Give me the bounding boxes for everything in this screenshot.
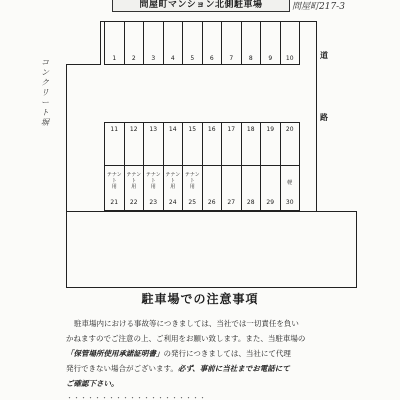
notes-line-4-text: 発行できない場合がございます。	[66, 364, 178, 373]
lot-left-edge	[66, 64, 67, 288]
road-label-2: 路	[320, 113, 328, 122]
parking-stall-15	[182, 122, 203, 166]
stall-number: 17	[227, 126, 236, 133]
parking-stall-2	[124, 21, 145, 65]
stall-number: 19	[266, 126, 275, 133]
lot-bottom-edge	[66, 287, 357, 288]
parking-stall-22	[124, 165, 145, 211]
parking-stall-14	[163, 122, 184, 166]
certificate-name: 「保管場所使用承諾証明書」	[66, 349, 164, 358]
notes-line-4	[66, 361, 356, 376]
stall-number: 2	[131, 55, 136, 62]
stall-number: 13	[149, 126, 158, 133]
stall-number: 4	[170, 55, 175, 62]
stall-tenant-label: テナント 用	[184, 172, 200, 190]
parking-stall-4	[163, 21, 184, 65]
handwritten-address: 問屋町217-3	[292, 2, 345, 12]
stall-number: 23	[149, 199, 158, 206]
parking-stall-18	[241, 122, 262, 166]
parking-stall-30	[280, 165, 301, 211]
parking-stall-28	[241, 165, 262, 211]
parking-stall-9	[260, 21, 281, 65]
stall-tenant-label: 軽	[287, 180, 293, 186]
parking-stall-12	[124, 122, 145, 166]
stall-number: 28	[246, 199, 255, 206]
notes-title: 駐車場での注意事項	[141, 292, 259, 306]
stall-number: 10	[285, 55, 294, 62]
stall-number: 14	[168, 126, 177, 133]
handwritten-side-note: コンクリート塀	[41, 58, 49, 127]
lot-inner-band-bottom	[66, 211, 357, 212]
stall-number: 9	[268, 55, 273, 62]
stall-number: 5	[190, 55, 195, 62]
parking-stall-17	[221, 122, 242, 166]
parking-stall-5	[182, 21, 203, 65]
parking-stall-24	[163, 165, 184, 211]
notes-line-1: 駐車場内における事故等につきましては、当社では一切責任を負い	[74, 319, 299, 328]
stall-number: 30	[285, 199, 294, 206]
stall-number: 21	[110, 199, 119, 206]
parking-stall-27	[221, 165, 242, 211]
lot-left-upper-edge	[100, 21, 101, 64]
stall-tenant-label: テナント 用	[106, 172, 122, 190]
stall-number: 1	[112, 55, 117, 62]
parking-stall-21	[104, 165, 125, 211]
lot-right-lower-edge	[356, 211, 357, 288]
parking-stall-25	[182, 165, 203, 211]
stall-number: 7	[229, 55, 234, 62]
parking-stall-20	[280, 122, 301, 166]
parking-stall-29	[260, 165, 281, 211]
parking-stall-11	[104, 122, 125, 166]
stall-number: 6	[209, 55, 214, 62]
stall-number: 25	[188, 199, 197, 206]
stall-number: 26	[207, 199, 216, 206]
stall-tenant-label: テナント 用	[145, 172, 161, 190]
stall-number: 24	[168, 199, 177, 206]
stall-number: 18	[246, 126, 255, 133]
notes-warning: 必ず、事前に当社までお電話にて	[177, 364, 290, 373]
parking-stall-16	[202, 122, 223, 166]
parking-stall-19	[260, 122, 281, 166]
stall-number: 12	[129, 126, 138, 133]
notes-line-3-text: の発行につきましては、当社にて代理	[163, 349, 291, 358]
stall-number: 16	[207, 126, 216, 133]
parking-stall-8	[241, 21, 262, 65]
road-label-1: 道	[320, 51, 328, 60]
lot-right-upper-edge	[316, 21, 317, 211]
stall-number: 8	[248, 55, 253, 62]
parking-stall-10	[280, 21, 301, 65]
stall-number: 11	[110, 126, 119, 133]
stall-number: 3	[151, 55, 156, 62]
parking-stall-3	[143, 21, 164, 65]
stall-number: 29	[266, 199, 275, 206]
lot-left-jog	[66, 64, 101, 65]
parking-stall-13	[143, 122, 164, 166]
parking-stall-26	[202, 165, 223, 211]
document-title: 問屋町マンション北側駐車場	[112, 0, 290, 12]
notes-body	[66, 316, 356, 391]
notes-line-3	[66, 346, 356, 361]
stall-number: 27	[227, 199, 236, 206]
stall-number: 22	[129, 199, 138, 206]
cut-off-line: ・・・・・・・・・・・・・・・・・・・・	[66, 394, 206, 400]
stall-tenant-label: テナント 用	[126, 172, 142, 190]
parking-stall-23	[143, 165, 164, 211]
parking-stall-6	[202, 21, 223, 65]
parking-stall-7	[221, 21, 242, 65]
stall-number: 20	[285, 126, 294, 133]
stall-number: 15	[188, 126, 197, 133]
notes-line-5: ご確認下さい。	[66, 379, 119, 388]
parking-stall-1	[104, 21, 125, 65]
notes-line-2: かねますのでご注意の上、ご利用をお願い致します。また、当駐車場の	[66, 334, 306, 343]
stall-tenant-label: テナント 用	[165, 172, 181, 190]
